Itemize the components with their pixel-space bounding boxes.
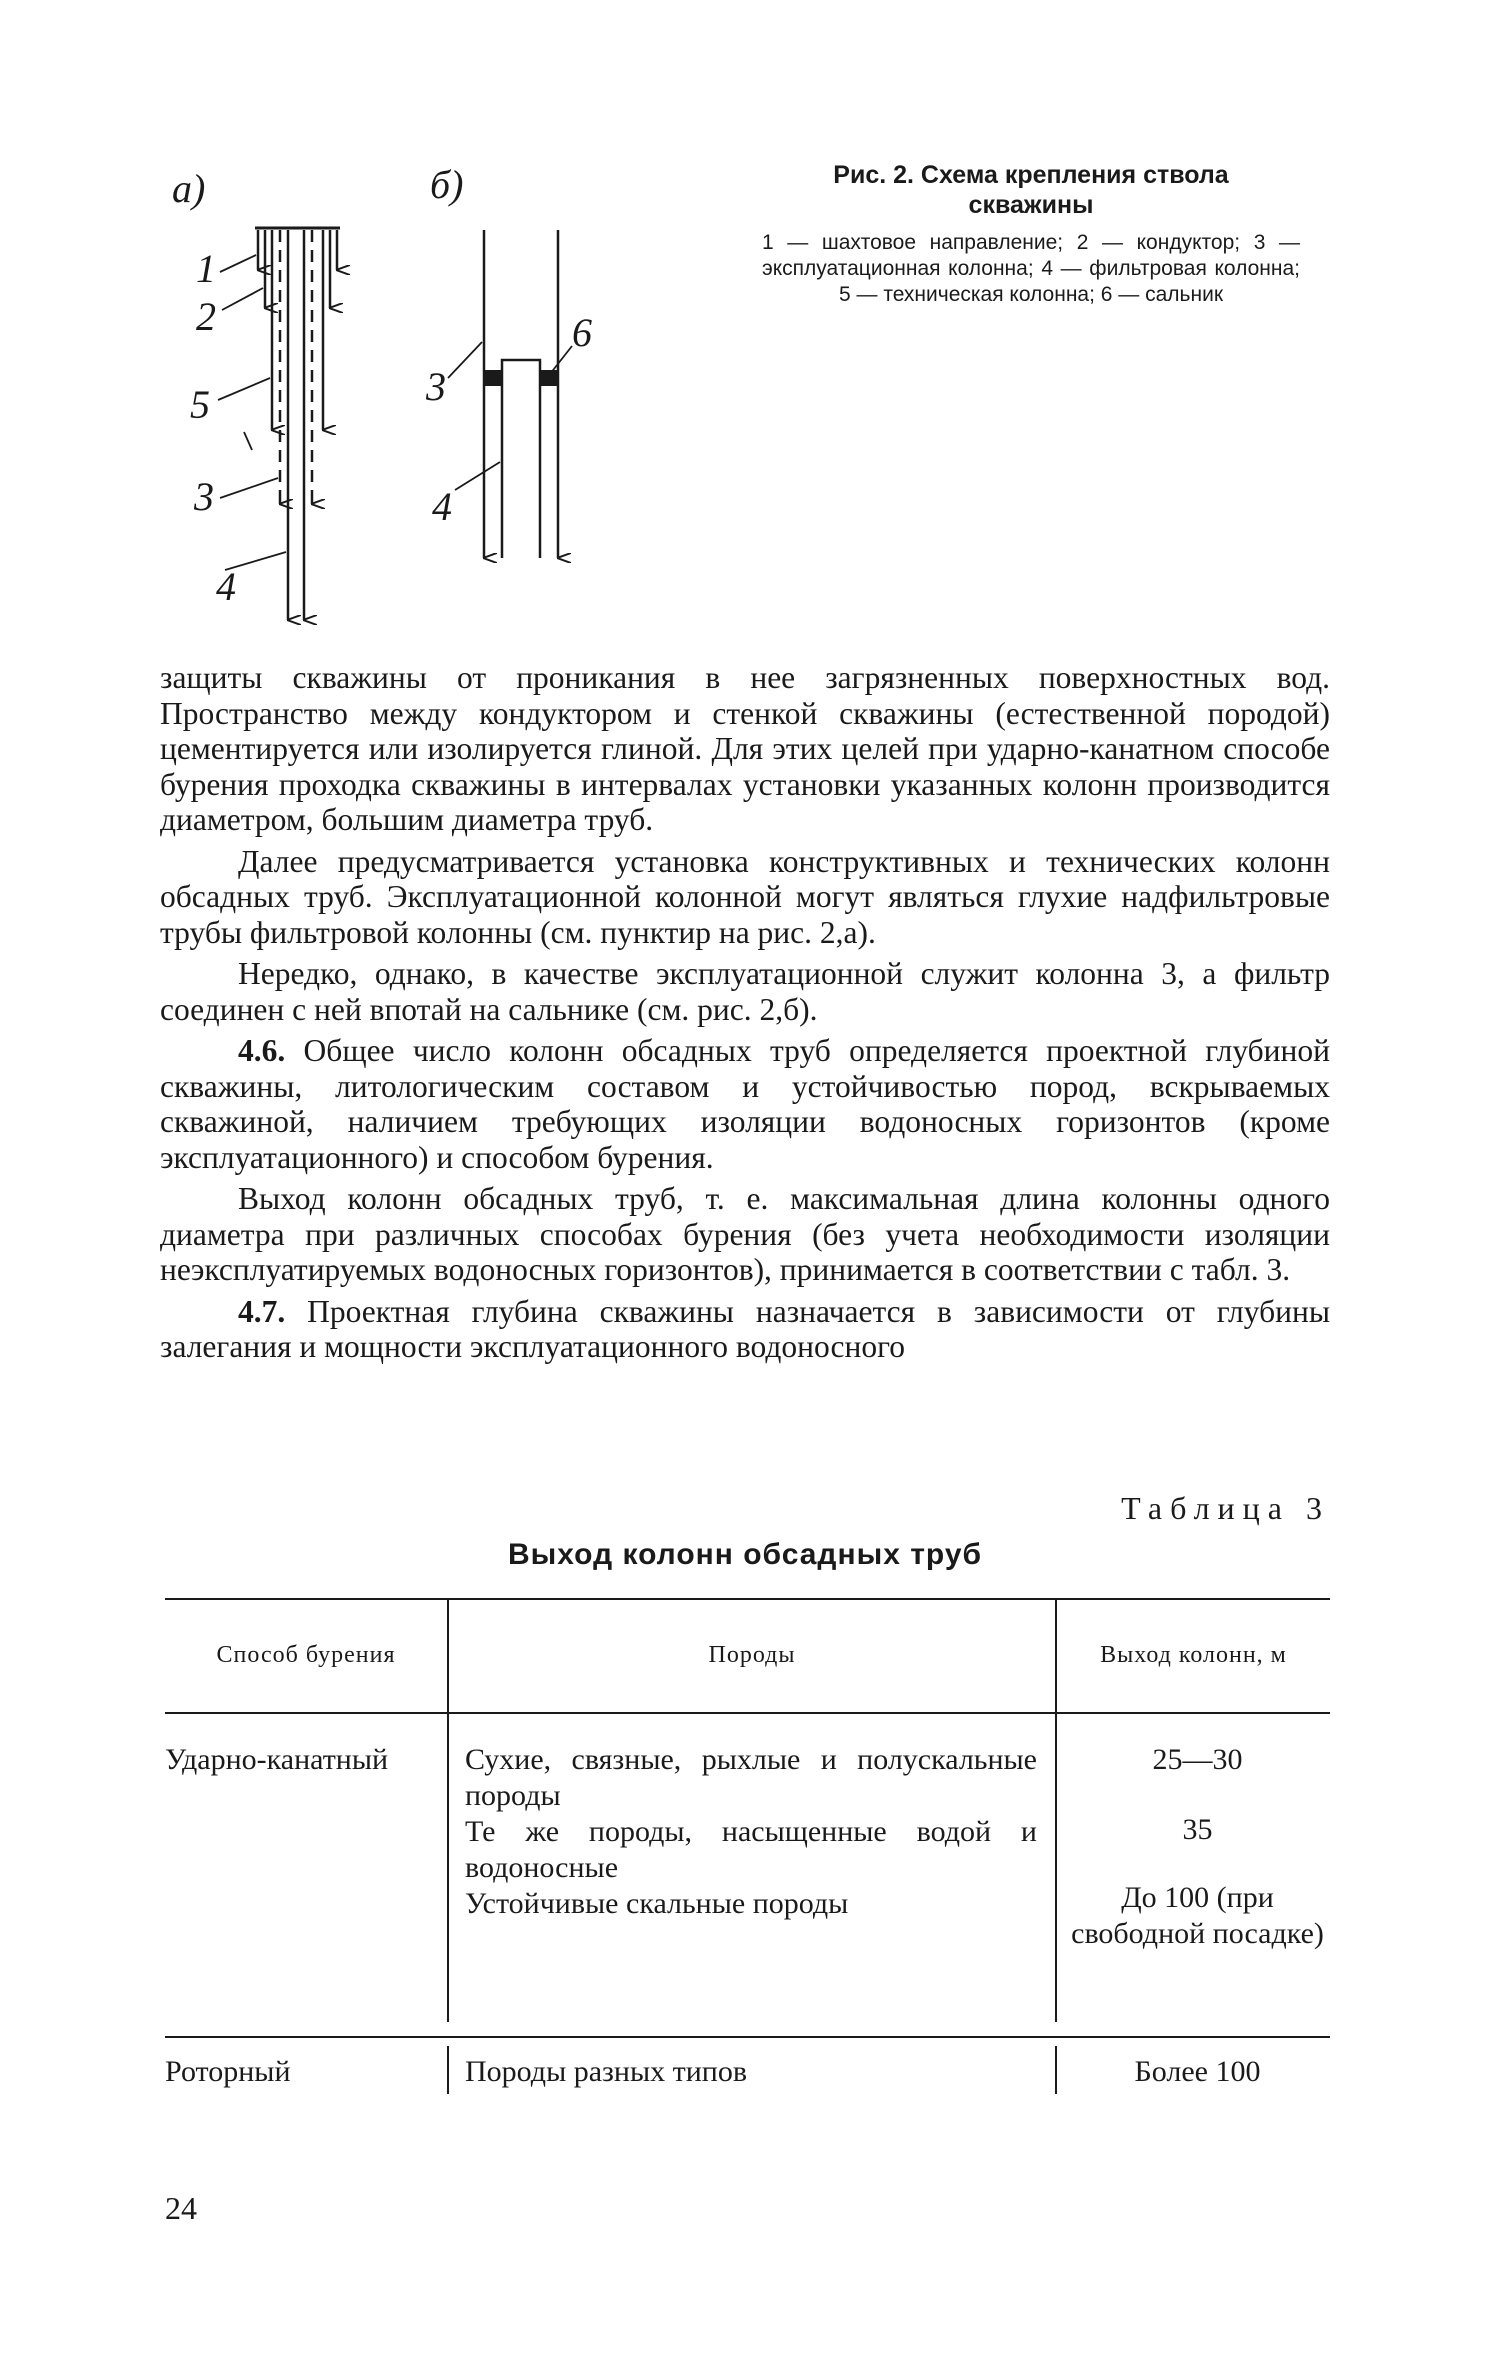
casing-diagram: [160, 160, 700, 630]
panel-a-casings: [258, 230, 337, 620]
panel-b-label: б): [430, 162, 464, 207]
table-row-rule: [165, 2036, 1330, 2038]
panel-a-label: а): [172, 166, 206, 211]
caption-title-line2: скважины: [968, 191, 1094, 219]
caption-title-line1: Рис. 2. Схема крепления ствола: [833, 161, 1229, 189]
row-2-rock-1: Породы разных типов: [465, 2055, 747, 2088]
table-top-rule: [165, 1598, 1330, 1600]
callout-a-5: 5: [190, 382, 210, 427]
paragraph-6: [160, 1294, 1330, 1365]
paragraph-5: Выход колонн обсадных труб, т. е. максимальная длина колонны одного диаметра при различных способах бурения (без учета необходимости изоляции неэксплуатируемых водоносных горизонтов), принимается в соответствии с табл. 3.: [160, 1181, 1330, 1287]
row-1-rocks: [465, 1742, 1037, 1922]
table-title: Выход колонн обсадных труб: [507, 1538, 983, 1571]
callout-a-4: 4: [216, 564, 236, 609]
section-4-7-number: 4.7.: [238, 1293, 286, 1329]
page-number: 24: [165, 2190, 197, 2226]
seal-right: [540, 370, 557, 386]
row-2-method: Роторный: [165, 2055, 291, 2088]
row-1-rock-3: Устойчивые скальные породы: [465, 1887, 849, 1920]
paragraph-1: защиты скважины от проникания в нее загрязненных поверхностных вод. Пространство между кондуктором и стенкой скважины (естественной породой) цементируется или изолируется глиной. Для этих целей при ударно-канатном способе бурения проходка скважины в интервалах установки указанных колонн производится диаметром, большим диаметра труб.: [160, 660, 1330, 837]
row-2-yield-1: Более 100: [1134, 2055, 1261, 2088]
row-1-yield-2: 35: [1182, 1813, 1213, 1846]
paragraph-4-text: Общее число колонн обсадных труб определяется проектной глубиной скважины, литологическим составом и устойчивостью пород, вскрываемых скважиной, наличием требующих изоляции водоносных горизонтов (кроме эксплуатационного) и способом бурения.: [160, 1033, 1330, 1175]
row-2-yields: [1065, 2054, 1330, 2090]
paragraph-3: Нередко, однако, в качестве эксплуатационной служит колонна 3, а фильтр соединен с ней впотай на сальнике (см. рис. 2,б).: [160, 956, 1330, 1027]
row-2-rocks: [465, 2054, 1037, 2090]
casing-yield-table: [165, 1598, 1330, 2098]
caption-legend: 1 — шахтовое направление; 2 — кондуктор; 3 — эксплуатационная колонна; 4 — фильтровая колонна; 5 — техническая колонна; 6 — сальник: [762, 231, 1300, 306]
panel-b-leaders: [448, 342, 572, 490]
row-1-yield-1: 25—30: [1152, 1743, 1243, 1776]
well-casing-figure: [160, 160, 700, 630]
table-label: Таблица 3: [1121, 1490, 1330, 1526]
paragraph-4: [160, 1033, 1330, 1175]
row-1-yield-3: До 100 (при свободной посадке): [1071, 1881, 1324, 1950]
paragraph-6-text: Проектная глубина скважины назначается в зависимости от глубины залегания и мощности эксплуатационного водоносного: [160, 1293, 1330, 1364]
callout-a-1: 1: [196, 246, 216, 291]
row-1-rock-1: Сухие, связные, рыхлые и полускальные породы: [465, 1743, 1037, 1812]
paragraph-2: Далее предусматривается установка конструктивных и технических колонн обсадных труб. Эксплуатационной колонной могут являться глухие надфильтровые трубы фильтровой колонны (см. пунктир на рис. 2,а).: [160, 843, 1330, 950]
panel-a-leaders: [218, 255, 286, 570]
caption-title: [762, 160, 1300, 220]
header-yield: Выход колонн, м: [1100, 1642, 1287, 1668]
row-1-rock-2: Те же породы, насыщенные водой и водоносные: [465, 1815, 1037, 1884]
section-4-6-number: 4.6.: [238, 1033, 286, 1068]
filter-column-b4: [502, 360, 540, 558]
callout-b-6: 6: [572, 310, 592, 355]
callout-b-4: 4: [432, 484, 452, 529]
callout-a-3: 3: [194, 474, 214, 519]
header-rocks: Породы: [708, 1642, 796, 1668]
row-1-yields: [1065, 1742, 1330, 1952]
callout-b-3: 3: [426, 364, 446, 409]
seal-left: [485, 370, 502, 386]
callout-a-2: 2: [196, 294, 216, 339]
header-method: Способ бурения: [216, 1642, 396, 1668]
row-1-method: Ударно-канатный: [165, 1743, 389, 1776]
figure-caption: [762, 160, 1300, 308]
table-header-rule: [165, 1712, 1330, 1714]
body-text: [160, 660, 1330, 1365]
panel-b-casings: [484, 230, 558, 558]
